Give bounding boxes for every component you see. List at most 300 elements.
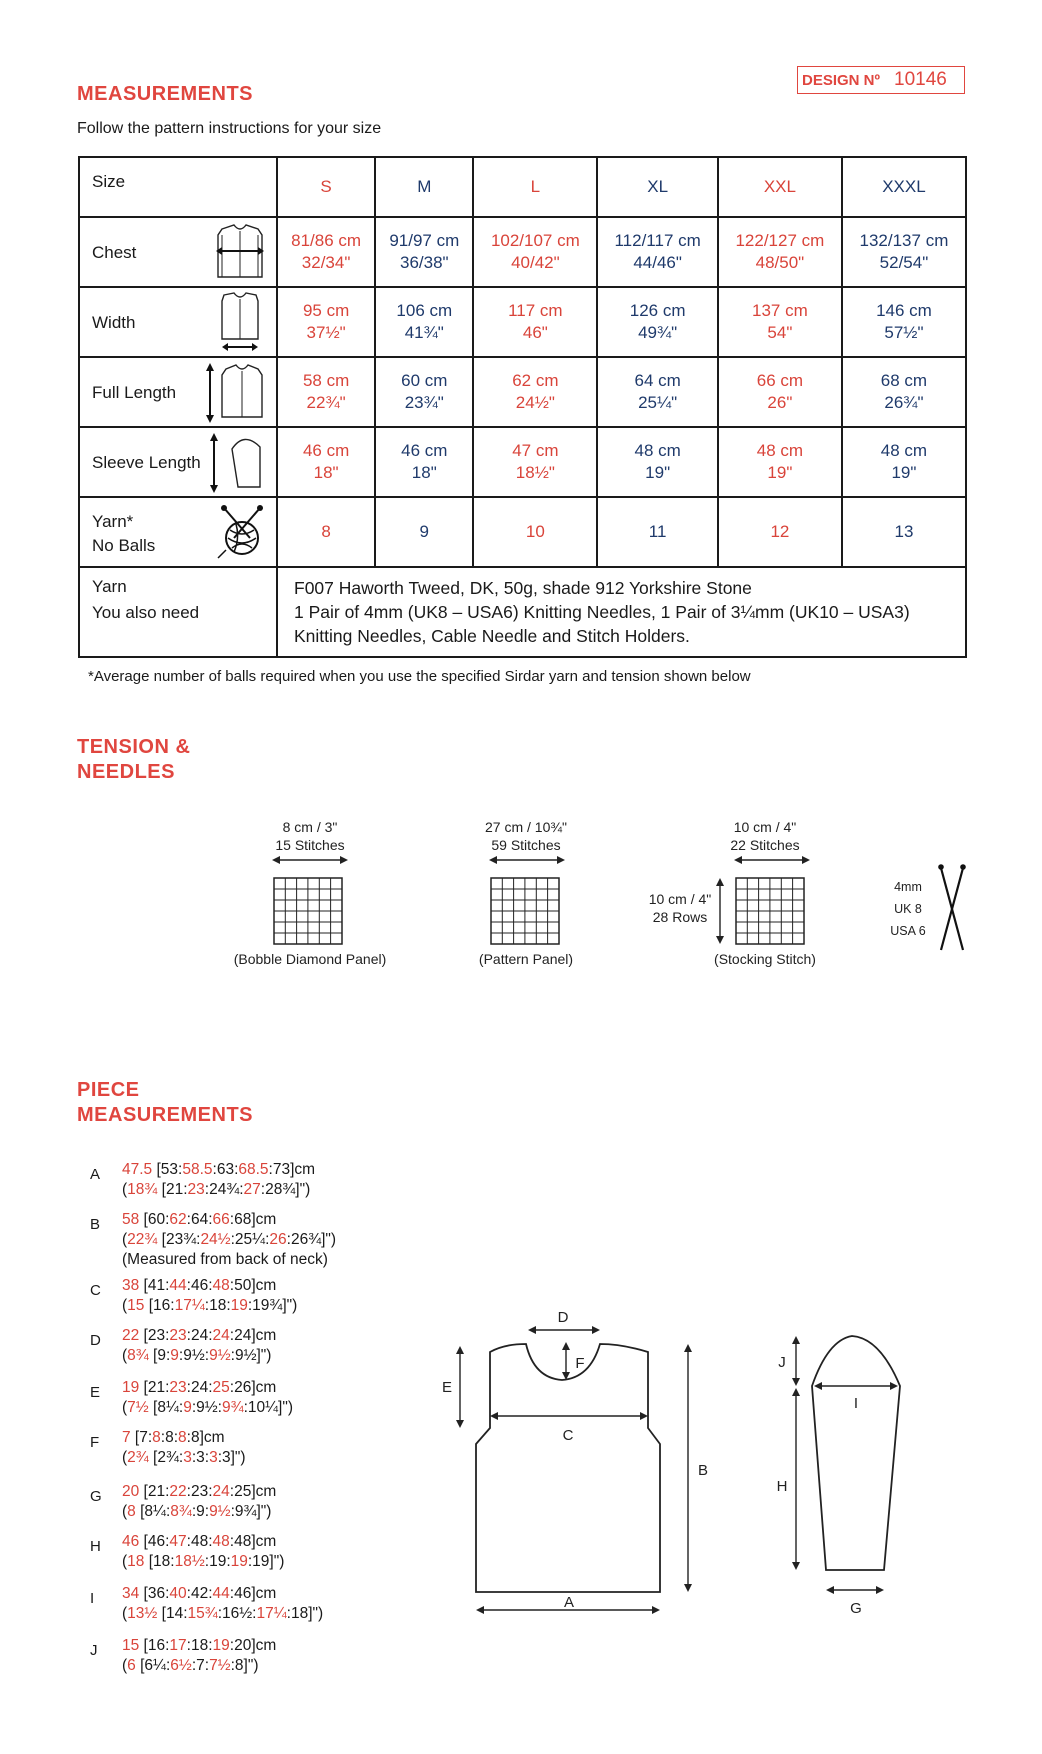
label-c: C: [562, 1427, 574, 1444]
width-cm: 95 cm: [302, 301, 350, 320]
width-cm: 137 cm: [752, 301, 808, 320]
balls-value: 9: [375, 497, 473, 567]
piece-letter: B: [90, 1216, 101, 1233]
chest-in: 36/38": [399, 253, 449, 272]
width-garment-icon: [212, 291, 268, 353]
measure-segment: :50]cm: [229, 1277, 277, 1294]
width-in: 54": [767, 323, 793, 342]
length-cm: 58 cm: [302, 371, 350, 390]
measure-segment: :68]cm: [229, 1211, 277, 1228]
swatch-2-grid: [487, 856, 567, 946]
piece-line2: [122, 1656, 276, 1676]
sleeve-cm: 46 cm: [401, 441, 448, 460]
piece-line1: [122, 1584, 323, 1604]
width-in: 46": [522, 323, 548, 342]
measure-segment: 17¼: [174, 1297, 205, 1314]
measure-segment: (: [122, 1399, 128, 1416]
measure-segment: [8¼:: [135, 1503, 171, 1520]
width-label-cell: [79, 287, 277, 357]
row-label: Chest: [92, 243, 137, 262]
width-cm: 146 cm: [876, 301, 932, 320]
measure-segment: :24:: [186, 1327, 213, 1344]
width-in: 49¾": [638, 323, 678, 342]
measure-segment: 9½: [209, 1503, 231, 1520]
piece-letter: F: [90, 1434, 100, 1451]
size-row: [79, 157, 966, 217]
size-header: XL: [597, 157, 718, 217]
measure-segment: 15: [127, 1297, 145, 1314]
tension-heading: [77, 735, 190, 785]
measure-segment: 9¾: [222, 1399, 244, 1416]
sleeve-icon: [208, 431, 268, 493]
measure-segment: (: [122, 1297, 128, 1314]
length-cm: 68 cm: [880, 371, 928, 390]
sleeve-in: 18": [411, 463, 437, 482]
width-row: [79, 287, 966, 357]
swatch-stitches: 15 Stitches: [275, 837, 345, 853]
chest-cm: 102/107 cm: [490, 231, 580, 250]
measure-segment: :46]cm: [229, 1585, 277, 1602]
needle-usa: USA 6: [890, 924, 926, 938]
piece-line1: [122, 1160, 315, 1180]
piece-line2: [122, 1502, 276, 1522]
measure-segment: 24: [212, 1327, 230, 1344]
chest-in: 44/46": [633, 253, 682, 272]
full-length-row: [79, 357, 966, 427]
measure-segment: [14:: [157, 1605, 188, 1622]
measure-segment: [46:: [139, 1533, 170, 1550]
measure-segment: 24: [212, 1483, 230, 1500]
swatch-rows: 28 Rows: [652, 909, 708, 925]
measure-segment: :9¾]"): [230, 1503, 272, 1520]
needle-size-text: [880, 876, 936, 942]
measure-segment: :48:: [186, 1533, 213, 1550]
balls-value: 13: [842, 497, 966, 567]
measure-segment: [16:: [139, 1637, 170, 1654]
size-header: S: [277, 157, 375, 217]
measure-segment: [21:: [157, 1181, 188, 1198]
yarn-balls-label-cell: [79, 497, 277, 567]
measure-segment: :28¾]"): [260, 1181, 311, 1198]
piece-line2: [122, 1604, 323, 1624]
measure-segment: [23¾:: [157, 1231, 201, 1248]
measure-segment: 58.5: [182, 1161, 213, 1178]
row-label: Full Length: [92, 383, 177, 402]
width-in: 37½": [306, 323, 346, 342]
piece-letter: H: [90, 1538, 101, 1555]
row-label: Sleeve Length: [92, 453, 201, 472]
footnote: *Average number of balls required when you use the specified Sirdar yarn and tension shown below: [88, 668, 751, 685]
length-in: 25¼": [638, 393, 678, 412]
piece-measurement-item: [90, 1482, 276, 1522]
measure-segment: :9½]"): [230, 1347, 272, 1364]
measure-segment: (: [122, 1347, 128, 1364]
measure-segment: 23: [187, 1181, 205, 1198]
measure-segment: :24]cm: [229, 1327, 277, 1344]
sleeve-cm: 46 cm: [302, 441, 350, 460]
measure-segment: 3: [183, 1449, 192, 1466]
length-in: 22¾": [306, 393, 346, 412]
piece-line1: [122, 1378, 293, 1398]
length-in: 26¾": [884, 393, 924, 412]
yarn-info-text: [277, 567, 966, 657]
swatch-measure: 10 cm / 4": [733, 819, 797, 835]
measure-segment: :25]cm: [229, 1483, 277, 1500]
measure-segment: :26¾]"): [286, 1231, 337, 1248]
measure-segment: :23:: [186, 1483, 213, 1500]
label-g: G: [850, 1600, 862, 1617]
measure-segment: [18:: [144, 1553, 175, 1570]
design-number-box: [797, 66, 965, 94]
width-cm: 106 cm: [396, 301, 453, 320]
measure-segment: [60:: [139, 1211, 170, 1228]
piece-measurement-item: [90, 1326, 276, 1366]
swatch-stitches: 59 Stitches: [491, 837, 561, 853]
sleeve-cm: 48 cm: [880, 441, 928, 460]
yarn-ball-icon: [216, 504, 268, 560]
measure-segment: :46:: [186, 1277, 213, 1294]
measure-segment: (: [122, 1503, 128, 1520]
balls-value: 12: [718, 497, 842, 567]
yarn-line-1: F007 Haworth Tweed, DK, 50g, shade 912 Yorkshire Stone: [294, 578, 752, 598]
piece-letter: G: [90, 1488, 102, 1505]
measure-segment: :7:: [191, 1657, 210, 1674]
sleeve-in: 18½": [515, 463, 555, 482]
knitting-needles-icon: [935, 862, 969, 954]
measure-segment: 8¾: [170, 1503, 192, 1520]
swatch-rows-measure: 10 cm / 4": [648, 891, 712, 907]
measure-segment: :9:: [191, 1503, 210, 1520]
measure-segment: 48: [212, 1277, 230, 1294]
chest-cm: 91/97 cm: [389, 231, 460, 250]
measure-segment: 8: [127, 1503, 136, 1520]
piece-line1: [122, 1210, 336, 1230]
measure-segment: 17¼: [256, 1605, 287, 1622]
measure-segment: [7:: [130, 1429, 153, 1446]
measure-segment: 2¾: [127, 1449, 149, 1466]
yarn-info-row: [79, 567, 966, 657]
sleeve-in: 19": [645, 463, 671, 482]
measure-segment: [16:: [144, 1297, 175, 1314]
chest-label-cell: [79, 217, 277, 287]
measure-segment: 48: [212, 1533, 230, 1550]
piece-note: (Measured from back of neck): [122, 1251, 328, 1268]
piece-heading-line-2: MEASUREMENTS: [77, 1104, 254, 1126]
sleeve-length-row: [79, 427, 966, 497]
measure-segment: (: [122, 1449, 128, 1466]
piece-measurement-item: [90, 1584, 323, 1624]
measure-segment: 13½: [127, 1605, 158, 1622]
length-cm: 66 cm: [756, 371, 804, 390]
measure-segment: :25¼:: [230, 1231, 270, 1248]
swatch-measure: 8 cm / 3": [282, 819, 338, 835]
swatch-2-label: [436, 818, 616, 854]
piece-letter: C: [90, 1282, 101, 1299]
needle-mm: 4mm: [894, 880, 922, 894]
measure-segment: 8: [152, 1429, 161, 1446]
measure-segment: :8:: [160, 1429, 179, 1446]
measure-segment: 58: [122, 1211, 140, 1228]
label-f: F: [575, 1355, 585, 1372]
size-header: M: [375, 157, 473, 217]
chest-cm: 132/137 cm: [859, 231, 949, 250]
measure-segment: 18½: [174, 1553, 205, 1570]
tension-heading-line-1: TENSION &: [77, 736, 191, 758]
chest-row: [79, 217, 966, 287]
piece-letter: E: [90, 1384, 101, 1401]
measure-segment: :3]"): [217, 1449, 246, 1466]
measure-segment: 19: [122, 1379, 140, 1396]
measure-segment: 25: [212, 1379, 230, 1396]
measure-segment: :19¾]"): [247, 1297, 298, 1314]
piece-measurement-item: [90, 1428, 246, 1468]
measure-segment: :63:: [212, 1161, 239, 1178]
measure-segment: 23: [169, 1327, 187, 1344]
measure-segment: :24¾:: [204, 1181, 244, 1198]
chest-in: 52/54": [879, 253, 929, 272]
piece-letter: J: [90, 1642, 98, 1659]
piece-line1: [122, 1428, 246, 1448]
measure-segment: :18:: [204, 1297, 231, 1314]
measure-segment: 19: [230, 1553, 248, 1570]
measure-segment: :19]"): [247, 1553, 285, 1570]
measure-segment: :73]cm: [268, 1161, 316, 1178]
design-number: 10146: [894, 69, 947, 90]
measure-segment: :48]cm: [229, 1533, 277, 1550]
measure-segment: 22: [169, 1483, 187, 1500]
measure-segment: 27: [243, 1181, 261, 1198]
measure-segment: :64:: [186, 1211, 213, 1228]
chest-in: 32/34": [301, 253, 351, 272]
piece-line2: [122, 1346, 276, 1366]
swatch-measure: 27 cm / 10¾": [484, 819, 567, 835]
measure-segment: 8: [178, 1429, 187, 1446]
swatch-3-label: [675, 818, 855, 854]
measure-segment: 20: [122, 1483, 140, 1500]
piece-line1: [122, 1636, 276, 1656]
measure-segment: 26: [269, 1231, 287, 1248]
piece-letter: D: [90, 1332, 101, 1349]
sleeve-in: 19": [767, 463, 793, 482]
measure-segment: 6½: [170, 1657, 192, 1674]
measure-segment: 38: [122, 1277, 140, 1294]
measure-segment: [36:: [139, 1585, 170, 1602]
width-in: 57½": [884, 323, 924, 342]
length-cm: 64 cm: [634, 371, 681, 390]
measure-segment: :20]cm: [229, 1637, 277, 1654]
measure-segment: 15: [122, 1637, 140, 1654]
length-cm: 62 cm: [512, 371, 559, 390]
measure-segment: :19:: [204, 1553, 231, 1570]
size-label: Size: [92, 172, 126, 191]
label-b: B: [697, 1462, 709, 1479]
yarn-info-label-cell: [79, 567, 277, 657]
piece-line2: [122, 1552, 284, 1572]
chest-cm: 81/86 cm: [291, 231, 362, 250]
length-in: 24½": [515, 393, 555, 412]
measure-segment: 66: [212, 1211, 230, 1228]
measure-segment: 24½: [200, 1231, 231, 1248]
measure-segment: :8]cm: [186, 1429, 225, 1446]
yarn-balls-row: [79, 497, 966, 567]
yarn-line-2: 1 Pair of 4mm (UK8 – USA6) Knitting Needles, 1 Pair of 3¼mm (UK10 – USA3): [294, 602, 910, 622]
chest-in: 48/50": [755, 253, 805, 272]
swatch-stitches: 22 Stitches: [730, 837, 800, 853]
measure-segment: 19: [212, 1637, 230, 1654]
measure-segment: (: [122, 1231, 128, 1248]
piece-line2: [122, 1180, 315, 1200]
size-label-cell: [79, 157, 277, 217]
width-cm: 117 cm: [508, 301, 563, 320]
measure-segment: :10¼]"): [243, 1399, 294, 1416]
measure-segment: 8¾: [127, 1347, 149, 1364]
piece-line1: [122, 1532, 284, 1552]
measure-segment: [2¾:: [148, 1449, 184, 1466]
measure-segment: :26]cm: [229, 1379, 277, 1396]
measure-segment: 46: [122, 1533, 140, 1550]
width-cm: 126 cm: [629, 301, 686, 320]
swatch-3-grid: [712, 856, 812, 946]
length-cm: 60 cm: [401, 371, 448, 390]
measure-segment: :18:: [186, 1637, 213, 1654]
measure-segment: 44: [212, 1585, 230, 1602]
label-j: J: [778, 1354, 786, 1371]
length-in: 26": [767, 393, 793, 412]
piece-line2: [122, 1296, 297, 1316]
measure-segment: 7½: [127, 1399, 149, 1416]
balls-value: 11: [597, 497, 718, 567]
measure-segment: :9½:: [191, 1399, 222, 1416]
measure-segment: 17: [169, 1637, 187, 1654]
measure-segment: 47: [169, 1533, 187, 1550]
piece-measurement-item: [90, 1276, 297, 1316]
measure-segment: 15¾: [187, 1605, 218, 1622]
measure-segment: [23:: [139, 1327, 170, 1344]
measure-segment: (: [122, 1553, 128, 1570]
swatch-2-caption: (Pattern Panel): [478, 951, 574, 967]
width-in: 41¾": [404, 323, 444, 342]
measure-segment: (: [122, 1181, 128, 1198]
sleeve-length-label-cell: [79, 427, 277, 497]
piece-heading-line-1: PIECE: [77, 1079, 140, 1101]
size-header: XXL: [718, 157, 842, 217]
measure-segment: :24:: [186, 1379, 213, 1396]
swatch-1-label: [220, 818, 400, 854]
sleeve-in: 19": [891, 463, 917, 482]
label-h: H: [776, 1478, 788, 1495]
design-label: DESIGN Nº: [802, 71, 880, 89]
length-garment-icon: [204, 361, 268, 423]
chest-cm: 112/117 cm: [614, 231, 701, 250]
tension-heading-line-2: NEEDLES: [77, 761, 175, 783]
measure-segment: :42:: [186, 1585, 213, 1602]
swatch-3-caption: (Stocking Stitch): [714, 951, 816, 967]
measure-segment: :9½:: [178, 1347, 210, 1364]
piece-letter: I: [90, 1590, 95, 1607]
label-a: A: [563, 1594, 575, 1611]
measure-segment: 7½: [209, 1657, 231, 1674]
also-need-label: You also need: [92, 603, 200, 622]
piece-measurement-item: [90, 1636, 276, 1676]
measure-segment: 44: [169, 1277, 187, 1294]
balls-value: 8: [277, 497, 375, 567]
piece-letter: A: [90, 1166, 101, 1183]
piece-line1: [122, 1326, 276, 1346]
measure-segment: 18: [127, 1553, 145, 1570]
piece-line2: [122, 1448, 246, 1468]
measure-segment: :18]"): [286, 1605, 324, 1622]
row-label: Width: [92, 313, 136, 332]
label-i: I: [853, 1395, 859, 1412]
piece-measurement-item: [90, 1160, 315, 1200]
piece-line1: [122, 1482, 276, 1502]
yarn-label: Yarn*: [92, 512, 134, 531]
piece-heading: [77, 1078, 253, 1128]
measure-segment: 62: [169, 1211, 187, 1228]
measure-segment: [9:: [148, 1347, 171, 1364]
measure-segment: (: [122, 1605, 128, 1622]
no-balls-label: No Balls: [92, 536, 156, 555]
measure-segment: 9: [183, 1399, 192, 1416]
measure-segment: 3: [209, 1449, 218, 1466]
piece-measurement-item: [90, 1210, 336, 1270]
chest-in: 40/42": [511, 253, 560, 272]
measure-segment: 9½: [209, 1347, 231, 1364]
swatch-1-caption: (Bobble Diamond Panel): [233, 951, 387, 967]
yarn-line-3: Knitting Needles, Cable Needle and Stitch Holders.: [294, 626, 690, 646]
balls-value: 10: [473, 497, 597, 567]
measure-segment: 22: [122, 1327, 140, 1344]
measure-segment: 9: [170, 1347, 179, 1364]
sleeve-cm: 48 cm: [756, 441, 804, 460]
measure-segment: [41:: [139, 1277, 170, 1294]
size-header: XXXL: [842, 157, 966, 217]
swatch-1-grid: [270, 856, 350, 946]
measure-segment: [53:: [152, 1161, 183, 1178]
measure-segment: (: [122, 1657, 128, 1674]
chest-cm: 122/127 cm: [735, 231, 825, 250]
sleeve-cm: 47 cm: [512, 441, 559, 460]
measure-segment: 19: [230, 1297, 248, 1314]
sleeve-cm: 48 cm: [634, 441, 681, 460]
piece-line2: [122, 1230, 336, 1250]
measure-segment: :8]"): [230, 1657, 259, 1674]
measure-segment: 22¾: [127, 1231, 158, 1248]
measure-segment: 23: [169, 1379, 187, 1396]
measurements-table: [78, 156, 967, 658]
measure-segment: [6¼:: [135, 1657, 171, 1674]
measure-segment: 7: [122, 1429, 131, 1446]
piece-line1: [122, 1276, 297, 1296]
measure-segment: [21:: [139, 1483, 170, 1500]
measure-segment: 6: [127, 1657, 136, 1674]
measure-segment: 40: [169, 1585, 187, 1602]
piece-line2: [122, 1398, 293, 1418]
full-length-label-cell: [79, 357, 277, 427]
sleeve-in: 18": [313, 463, 339, 482]
measure-segment: [21:: [139, 1379, 170, 1396]
measurements-intro: Follow the pattern instructions for your size: [77, 120, 382, 137]
measure-segment: 47.5: [122, 1161, 153, 1178]
label-e: E: [441, 1379, 453, 1396]
measure-segment: 34: [122, 1585, 140, 1602]
yarn-info-label: Yarn: [92, 577, 127, 596]
length-in: 23¾": [404, 393, 444, 412]
sleeve-piece-diagram: [760, 1300, 930, 1620]
size-header: L: [473, 157, 597, 217]
measure-segment: 18¾: [127, 1181, 158, 1198]
body-piece-diagram: [430, 1300, 720, 1620]
